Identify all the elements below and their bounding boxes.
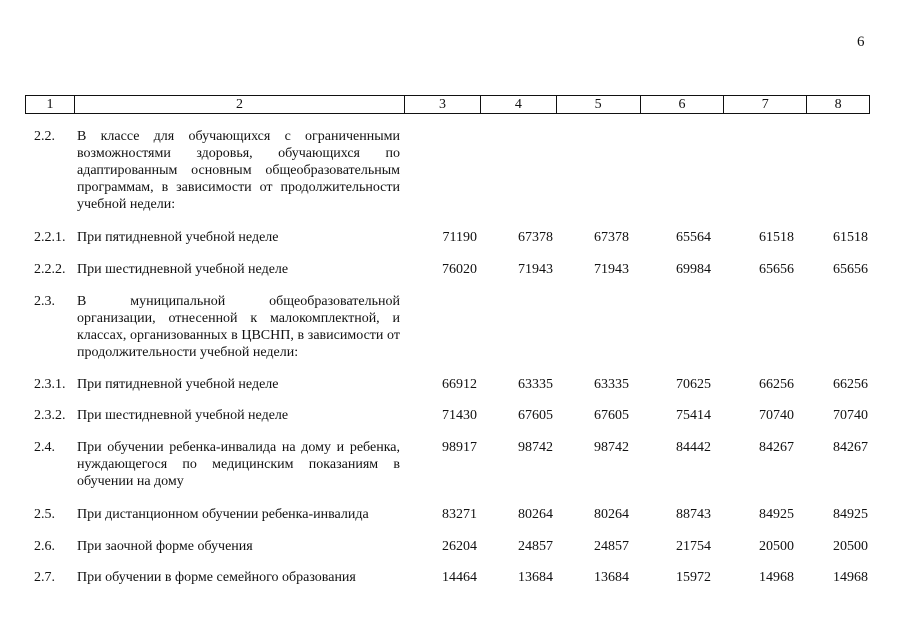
- row-value-col-7: 14968: [759, 570, 794, 585]
- row-value-col-3: 66912: [442, 377, 477, 392]
- row-description: При обучении в форме семейного образования: [77, 570, 356, 585]
- row-value-col-4: 13684: [518, 570, 553, 585]
- header-col-4: 4: [481, 96, 557, 113]
- row-description: В классе для обучающихся с ограниченными возможностями здоровья, обучающихся по адаптированным основным общеобразовательным программам, в зависимости от продолжительности учебной недели:: [77, 129, 400, 212]
- row-description: При заочной форме обучения: [77, 539, 253, 554]
- row-description: При шестидневной учебной неделе: [77, 408, 289, 423]
- row-value-col-5: 71943: [594, 262, 629, 277]
- header-col-1: 1: [26, 96, 75, 113]
- row-value-col-5: 63335: [594, 377, 629, 392]
- row-description: При шестидневной учебной неделе: [77, 262, 289, 277]
- row-value-col-8: 61518: [833, 230, 868, 245]
- row-value-col-6: 65564: [676, 230, 711, 245]
- row-value-col-7: 61518: [759, 230, 794, 245]
- row-value-col-3: 98917: [442, 440, 477, 455]
- row-value-col-8: 65656: [833, 262, 868, 277]
- row-value-col-3: 83271: [442, 507, 477, 522]
- row-value-col-6: 88743: [676, 507, 711, 522]
- row-value-col-3: 14464: [442, 570, 477, 585]
- row-number: 2.5.: [34, 507, 55, 522]
- row-value-col-6: 75414: [676, 408, 711, 423]
- header-col-7: 7: [724, 96, 807, 113]
- row-value-col-7: 66256: [759, 377, 794, 392]
- row-number: 2.2.1.: [34, 230, 66, 245]
- row-description: При пятидневной учебной неделе: [77, 377, 279, 392]
- row-value-col-8: 14968: [833, 570, 868, 585]
- header-col-8: 8: [834, 97, 842, 112]
- row-value-col-4: 24857: [518, 539, 553, 554]
- row-value-col-7: 65656: [759, 262, 794, 277]
- row-value-col-7: 84267: [759, 440, 794, 455]
- row-description: В муниципальной общеобразовательной организации, отнесенной к малокомплектной, и классах, организованных в ЦВСНП, в зависимости от продолжительности учебной недели:: [77, 294, 400, 360]
- row-value-col-8: 70740: [833, 408, 868, 423]
- row-number: 2.3.: [34, 294, 55, 309]
- row-value-col-4: 67378: [518, 230, 553, 245]
- row-value-col-4: 80264: [518, 507, 553, 522]
- row-value-col-3: 26204: [442, 539, 477, 554]
- row-value-col-6: 21754: [676, 539, 711, 554]
- header-col-3: 3: [405, 96, 481, 113]
- row-value-col-7: 70740: [759, 408, 794, 423]
- row-value-col-6: 70625: [676, 377, 711, 392]
- row-value-col-4: 63335: [518, 377, 553, 392]
- row-number: 2.3.2.: [34, 408, 66, 423]
- row-value-col-8: 20500: [833, 539, 868, 554]
- row-number: 2.4.: [34, 440, 55, 455]
- row-value-col-8: 66256: [833, 377, 868, 392]
- table-header-row: [25, 95, 870, 114]
- row-value-col-5: 80264: [594, 507, 629, 522]
- header-col-6: 6: [641, 96, 725, 113]
- row-value-col-5: 98742: [594, 440, 629, 455]
- row-value-col-8: 84267: [833, 440, 868, 455]
- row-value-col-4: 67605: [518, 408, 553, 423]
- row-number: 2.2.2.: [34, 262, 66, 277]
- row-value-col-4: 71943: [518, 262, 553, 277]
- row-value-col-8: 84925: [833, 507, 868, 522]
- row-value-col-3: 76020: [442, 262, 477, 277]
- page-number: 6: [857, 34, 865, 50]
- row-value-col-3: 71430: [442, 408, 477, 423]
- row-number: 2.7.: [34, 570, 55, 585]
- row-value-col-6: 15972: [676, 570, 711, 585]
- header-col-5: 5: [557, 96, 641, 113]
- row-number: 2.6.: [34, 539, 55, 554]
- header-col-2: 2: [75, 96, 405, 113]
- row-value-col-7: 84925: [759, 507, 794, 522]
- row-value-col-5: 13684: [594, 570, 629, 585]
- row-value-col-5: 67605: [594, 408, 629, 423]
- row-value-col-4: 98742: [518, 440, 553, 455]
- row-number: 2.3.1.: [34, 377, 66, 392]
- row-number: 2.2.: [34, 129, 55, 144]
- row-value-col-3: 71190: [442, 230, 477, 245]
- row-value-col-6: 69984: [676, 262, 711, 277]
- row-value-col-7: 20500: [759, 539, 794, 554]
- row-value-col-6: 84442: [676, 440, 711, 455]
- tariff-table: [25, 95, 870, 585]
- row-description: При пятидневной учебной неделе: [77, 230, 279, 245]
- row-description: При дистанционном обучении ребенка-инвалида: [77, 507, 369, 522]
- row-value-col-5: 24857: [594, 539, 629, 554]
- row-description: При обучении ребенка-инвалида на дому и ребенка, нуждающегося по медицинским показаниям в обучении на дому: [77, 440, 400, 489]
- row-value-col-5: 67378: [594, 230, 629, 245]
